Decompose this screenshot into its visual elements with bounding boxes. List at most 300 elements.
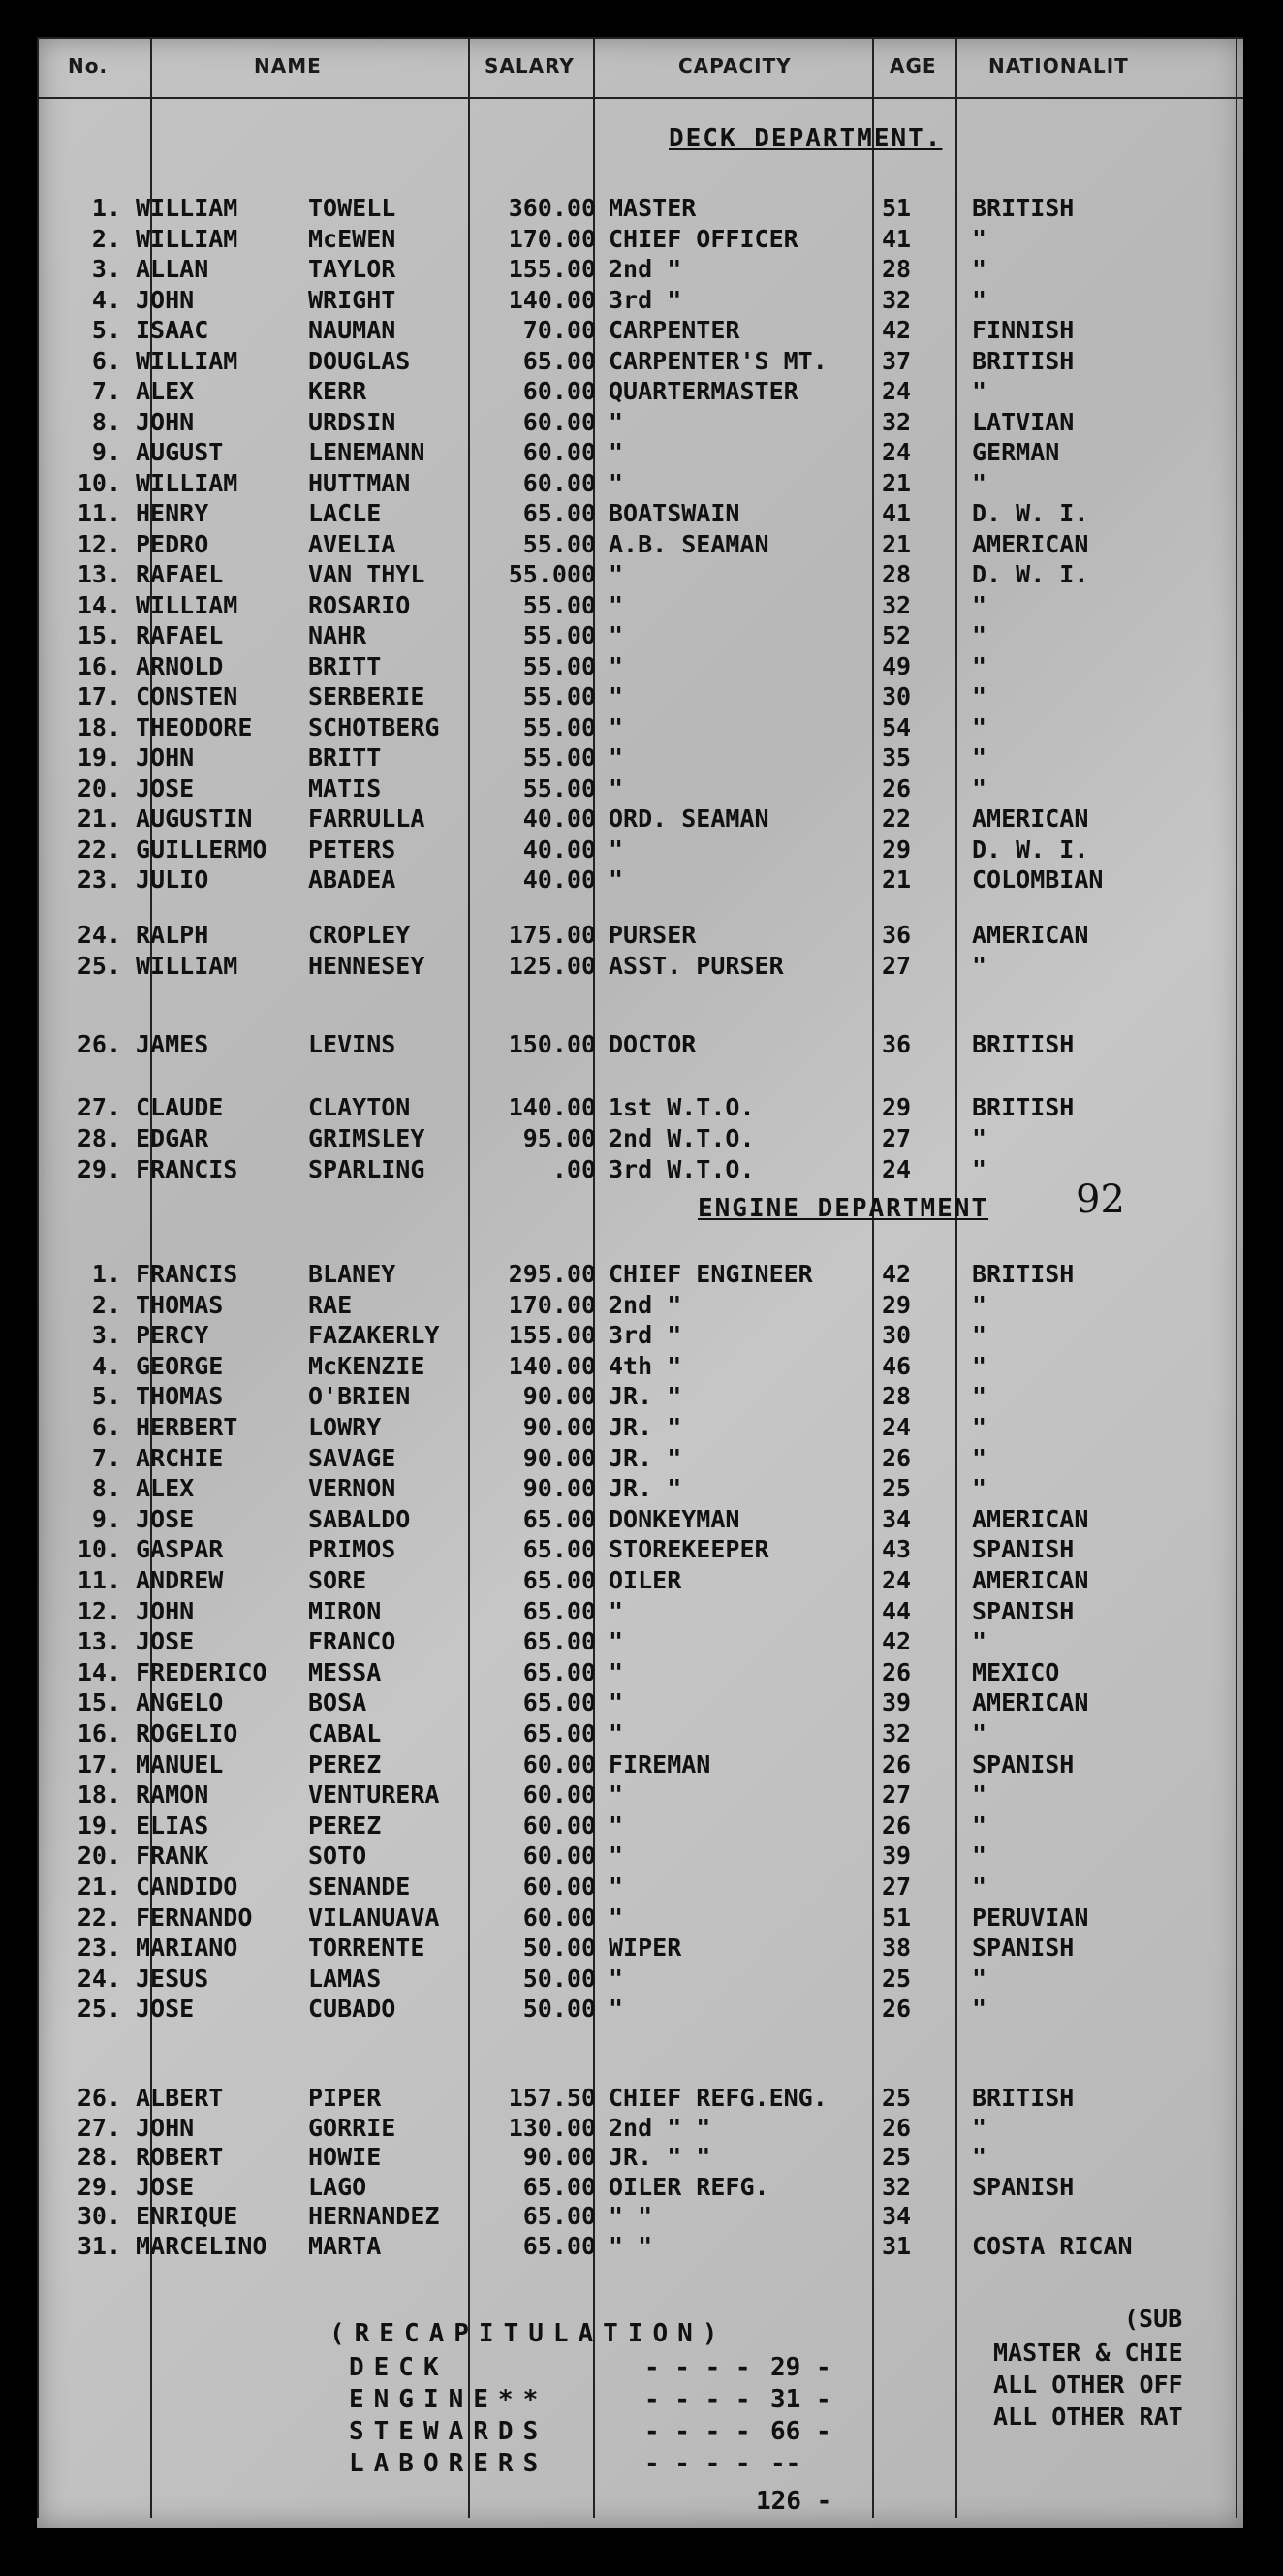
cell-salary: 150.00 — [508, 1030, 596, 1058]
cell-first: ELIAS — [136, 1810, 209, 1839]
recap-label: DECK — [349, 2353, 449, 2382]
cell-capacity: " " — [609, 2231, 653, 2260]
cell-last: FAZAKERLY — [308, 1321, 440, 1350]
cell-age: 26 — [882, 2113, 912, 2142]
cell-num: 22. — [77, 1902, 121, 1932]
cell-age: 32 — [882, 590, 912, 619]
cell-first: ALLAN — [136, 255, 209, 283]
cell-nationality: SPANISH — [972, 1535, 1075, 1564]
recap-leader: - - - - — [644, 2417, 751, 2446]
cell-num: 16. — [77, 651, 121, 680]
cell-num: 24. — [77, 921, 121, 949]
cell-first: ARNOLD — [136, 651, 224, 680]
cell-age: 35 — [882, 743, 912, 771]
recap-leader: - - - - — [644, 2449, 751, 2478]
cell-nationality: " — [972, 1810, 987, 1839]
cell-salary: 60.00 — [522, 1810, 596, 1839]
cell-nationality: " — [972, 2113, 987, 2142]
cell-num: 25. — [77, 952, 121, 980]
top-border — [37, 37, 1243, 39]
cell-salary: 55.00 — [522, 529, 596, 558]
cell-first: GASPAR — [136, 1535, 224, 1564]
cell-capacity: 3rd W.T.O. — [609, 1155, 755, 1183]
cell-capacity: DONKEYMAN — [609, 1504, 740, 1533]
header-name: NAME — [254, 54, 322, 78]
cell-first: THEODORE — [136, 712, 253, 741]
cell-capacity: " — [609, 682, 624, 710]
cell-salary: 175.00 — [508, 921, 596, 949]
cell-age: 26 — [882, 773, 912, 802]
cell-age: 46 — [882, 1351, 912, 1380]
table-row — [0, 921, 1283, 950]
cell-first: JESUS — [136, 1963, 209, 1993]
cell-first: ANGELO — [136, 1688, 224, 1717]
cell-first: JOHN — [136, 2113, 195, 2142]
cell-num: 14. — [77, 590, 121, 619]
table-row — [0, 1566, 1283, 1595]
recap-label: STEWARDS — [349, 2417, 548, 2446]
cell-salary: 65.00 — [522, 1535, 596, 1564]
cell-nationality: AMERICAN — [972, 1566, 1089, 1594]
handwritten-note: 92 — [1076, 1178, 1125, 1222]
cell-first: JOSE — [136, 1627, 195, 1656]
cell-first: PEDRO — [136, 529, 209, 558]
cell-capacity: PURSER — [609, 921, 697, 949]
table-row — [0, 682, 1283, 711]
cell-salary: 55.00 — [522, 773, 596, 802]
cell-last: PETERS — [308, 834, 396, 864]
cell-age: 32 — [882, 1719, 912, 1747]
cell-last: PIPER — [308, 2084, 382, 2112]
cell-capacity: " — [609, 560, 624, 588]
cell-nationality: " — [972, 1321, 987, 1350]
cell-num: 29. — [77, 2172, 121, 2201]
cell-first: ALBERT — [136, 2084, 224, 2112]
recap-value: 66 - — [770, 2417, 831, 2446]
cell-nationality: " — [972, 468, 987, 497]
cell-nationality: " — [972, 255, 987, 283]
cell-last: NAUMAN — [308, 316, 396, 344]
cell-num: 11. — [77, 1566, 121, 1594]
cell-age: 38 — [882, 1933, 912, 1963]
cell-first: JOHN — [136, 285, 195, 314]
table-row — [0, 1841, 1283, 1870]
cell-num: 9. — [91, 1504, 121, 1533]
cell-capacity: CHIEF REFG.ENG. — [609, 2084, 828, 2112]
cell-num: 16. — [77, 1719, 121, 1747]
cell-age: 42 — [882, 1260, 912, 1288]
cell-age: 24 — [882, 1413, 912, 1441]
cell-last: MARTA — [308, 2231, 382, 2260]
cell-num: 23. — [77, 1933, 121, 1963]
table-row — [0, 438, 1283, 467]
cell-first: JOHN — [136, 1596, 195, 1625]
cell-age: 34 — [882, 1504, 912, 1533]
cell-nationality: BRITISH — [972, 2084, 1075, 2112]
cell-capacity: " — [609, 1657, 624, 1686]
cell-last: VERNON — [308, 1474, 396, 1503]
cell-last: SENANDE — [308, 1872, 411, 1901]
table-row — [0, 1719, 1283, 1748]
cell-nationality: " — [972, 1351, 987, 1380]
cell-last: URDSIN — [308, 407, 396, 436]
table-row — [0, 743, 1283, 772]
cell-salary: 60.00 — [522, 1841, 596, 1870]
cell-last: NAHR — [308, 621, 367, 649]
cell-first: ROGELIO — [136, 1719, 238, 1747]
cell-capacity: " — [609, 1995, 624, 2024]
cell-nationality: " — [972, 1443, 987, 1472]
cell-last: CUBADO — [308, 1995, 396, 2024]
cell-capacity: " — [609, 590, 624, 619]
cell-capacity: " — [609, 651, 624, 680]
table-row — [0, 1811, 1283, 1840]
table-row — [0, 774, 1283, 803]
cell-capacity: " — [609, 407, 624, 436]
cell-first: AUGUST — [136, 438, 224, 466]
cell-age: 37 — [882, 346, 912, 375]
cell-nationality: " — [972, 1872, 987, 1901]
header-rule — [37, 97, 1243, 99]
cell-capacity: " — [609, 1963, 624, 1993]
cell-capacity: 1st W.T.O. — [609, 1093, 755, 1121]
cell-last: HENNESEY — [308, 952, 425, 980]
cell-salary: 125.00 — [508, 952, 596, 980]
cell-num: 20. — [77, 1841, 121, 1870]
cell-salary: 40.00 — [522, 865, 596, 894]
cell-first: WILLIAM — [136, 224, 238, 253]
recap-title: (RECAPITULATION) — [329, 2319, 728, 2348]
cell-age: 39 — [882, 1688, 912, 1717]
cell-nationality: " — [972, 224, 987, 253]
cell-capacity: MASTER — [609, 194, 697, 222]
cell-num: 14. — [77, 1657, 121, 1686]
table-row — [0, 316, 1283, 345]
cell-num: 25. — [77, 1995, 121, 2024]
cell-last: PRIMOS — [308, 1535, 396, 1564]
cell-nationality: " — [972, 682, 987, 710]
table-row — [0, 1535, 1283, 1564]
cell-first: PERCY — [136, 1321, 209, 1350]
cell-num: 13. — [77, 1627, 121, 1656]
cell-last: TOWELL — [308, 194, 396, 222]
cell-salary: 60.00 — [522, 377, 596, 405]
cell-salary: 55.00 — [522, 651, 596, 680]
cell-age: 21 — [882, 529, 912, 558]
table-row — [0, 621, 1283, 650]
cell-first: ANDREW — [136, 1566, 224, 1594]
cell-salary: 65.00 — [522, 2231, 596, 2260]
cell-salary: .00 — [551, 1155, 596, 1183]
cell-num: 21. — [77, 1872, 121, 1901]
cell-num: 29. — [77, 1155, 121, 1183]
cell-nationality: " — [972, 285, 987, 314]
cell-salary: 65.00 — [522, 499, 596, 527]
cell-num: 10. — [77, 1535, 121, 1564]
header-nationality: NATIONALIT — [988, 54, 1129, 78]
table-row — [0, 1627, 1283, 1656]
table-row — [0, 1352, 1283, 1381]
cell-nationality: " — [972, 1474, 987, 1503]
cell-first: ALEX — [136, 1474, 195, 1503]
cell-capacity: JR. " — [609, 1474, 682, 1503]
cell-first: JOSE — [136, 2172, 195, 2201]
cell-nationality: AMERICAN — [972, 1688, 1089, 1717]
cell-first: MANUEL — [136, 1749, 224, 1778]
cell-num: 7. — [91, 377, 121, 405]
cell-first: FRANK — [136, 1841, 209, 1870]
cell-salary: 60.00 — [522, 1902, 596, 1932]
cell-first: GUILLERMO — [136, 834, 267, 864]
cell-capacity: " — [609, 1780, 624, 1809]
cell-age: 30 — [882, 682, 912, 710]
cell-capacity: JR. " " — [609, 2143, 711, 2171]
table-row — [0, 1030, 1283, 1059]
cell-capacity: 3rd " — [609, 1321, 682, 1350]
table-row — [0, 804, 1283, 833]
cell-nationality: " — [972, 2143, 987, 2171]
cell-first: JOSE — [136, 773, 195, 802]
cell-age: 27 — [882, 1780, 912, 1809]
cell-first: MARIANO — [136, 1933, 238, 1963]
cell-age: 21 — [882, 468, 912, 497]
cell-nationality: AMERICAN — [972, 921, 1089, 949]
cell-nationality: " — [972, 1627, 987, 1656]
cell-capacity: 2nd " " — [609, 2113, 711, 2142]
cell-capacity: " " — [609, 2202, 653, 2230]
cell-salary: 65.00 — [522, 1504, 596, 1533]
cell-capacity: " — [609, 1719, 624, 1747]
cell-num: 12. — [77, 529, 121, 558]
cell-nationality: D. W. I. — [972, 834, 1089, 864]
cell-salary: 360.00 — [508, 194, 596, 222]
cell-nationality: GERMAN — [972, 438, 1060, 466]
recap-leader: - - - - — [644, 2353, 751, 2382]
cell-age: 25 — [882, 1474, 912, 1503]
cell-num: 27. — [77, 1093, 121, 1121]
cell-capacity: JR. " — [609, 1443, 682, 1472]
cell-first: RALPH — [136, 921, 209, 949]
cell-nationality: " — [972, 1382, 987, 1411]
table-row — [0, 1413, 1283, 1442]
cell-capacity: QUARTERMASTER — [609, 377, 798, 405]
cell-capacity: WIPER — [609, 1933, 682, 1963]
cell-last: MESSA — [308, 1657, 382, 1686]
cell-nationality: " — [972, 1995, 987, 2024]
cell-salary: 60.00 — [522, 1749, 596, 1778]
table-row — [0, 1124, 1283, 1153]
table-row — [0, 2084, 1283, 2113]
cell-num: 26. — [77, 1030, 121, 1058]
cell-age: 25 — [882, 1963, 912, 1993]
cell-num: 5. — [91, 316, 121, 344]
cell-capacity: " — [609, 1627, 624, 1656]
cell-age: 26 — [882, 1810, 912, 1839]
cell-salary: 70.00 — [522, 316, 596, 344]
cell-age: 22 — [882, 804, 912, 832]
cell-age: 32 — [882, 407, 912, 436]
cell-last: LEVINS — [308, 1030, 396, 1058]
cell-capacity: " — [609, 438, 624, 466]
subtotal-title: (SUB — [1124, 2305, 1183, 2333]
cell-first: JOSE — [136, 1504, 195, 1533]
cell-salary: 55.00 — [522, 712, 596, 741]
cell-last: McEWEN — [308, 224, 396, 253]
cell-first: ARCHIE — [136, 1443, 224, 1472]
cell-age: 42 — [882, 1627, 912, 1656]
cell-first: WILLIAM — [136, 194, 238, 222]
cell-last: PEREZ — [308, 1749, 382, 1778]
cell-capacity: 2nd W.T.O. — [609, 1124, 755, 1152]
table-row — [0, 1291, 1283, 1320]
cell-first: WILLIAM — [136, 952, 238, 980]
cell-first: RAMON — [136, 1780, 209, 1809]
cell-salary: 55.00 — [522, 743, 596, 771]
cell-salary: 65.00 — [522, 1657, 596, 1686]
cell-salary: 60.00 — [522, 1872, 596, 1901]
cell-nationality: " — [972, 377, 987, 405]
cell-salary: 65.00 — [522, 1566, 596, 1594]
cell-nationality: AMERICAN — [972, 1504, 1089, 1533]
cell-nationality: D. W. I. — [972, 560, 1089, 588]
cell-last: MIRON — [308, 1596, 382, 1625]
cell-age: 27 — [882, 952, 912, 980]
cell-age: 26 — [882, 1443, 912, 1472]
cell-age: 49 — [882, 651, 912, 680]
cell-age: 24 — [882, 438, 912, 466]
cell-salary: 60.00 — [522, 1780, 596, 1809]
cell-num: 15. — [77, 621, 121, 649]
cell-last: CABAL — [308, 1719, 382, 1747]
cell-capacity: JR. " — [609, 1382, 682, 1411]
cell-age: 52 — [882, 621, 912, 649]
cell-capacity: 2nd " — [609, 1290, 682, 1319]
cell-nationality: " — [972, 651, 987, 680]
cell-capacity: 3rd " — [609, 285, 682, 314]
cell-last: ROSARIO — [308, 590, 411, 619]
cell-nationality: " — [972, 952, 987, 980]
cell-nationality: AMERICAN — [972, 529, 1089, 558]
cell-salary: 55.000 — [508, 560, 596, 588]
cell-last: LAMAS — [308, 1963, 382, 1993]
cell-age: 25 — [882, 2084, 912, 2112]
cell-last: DOUGLAS — [308, 346, 411, 375]
cell-last: FRANCO — [308, 1627, 396, 1656]
table-row — [0, 2232, 1283, 2261]
cell-capacity: " — [609, 1841, 624, 1870]
table-row — [0, 652, 1283, 681]
cell-num: 17. — [77, 682, 121, 710]
cell-num: 11. — [77, 499, 121, 527]
cell-capacity: CHIEF ENGINEER — [609, 1260, 813, 1288]
cell-capacity: " — [609, 773, 624, 802]
cell-first: MARCELINO — [136, 2231, 267, 2260]
table-row — [0, 835, 1283, 864]
cell-nationality: " — [972, 712, 987, 741]
table-row — [0, 1995, 1283, 2024]
table-row — [0, 1474, 1283, 1503]
cell-num: 1. — [91, 194, 121, 222]
cell-num: 22. — [77, 834, 121, 864]
table-row — [0, 591, 1283, 620]
cell-nationality: LATVIAN — [972, 407, 1075, 436]
cell-num: 7. — [91, 1443, 121, 1472]
header-age: AGE — [890, 54, 937, 78]
cell-nationality: " — [972, 590, 987, 619]
cell-salary: 60.00 — [522, 407, 596, 436]
cell-salary: 50.00 — [522, 1933, 596, 1963]
cell-salary: 90.00 — [522, 2143, 596, 2171]
cell-salary: 65.00 — [522, 1688, 596, 1717]
cell-last: BRITT — [308, 651, 382, 680]
table-row — [0, 560, 1283, 589]
cell-salary: 157.50 — [508, 2084, 596, 2112]
cell-salary: 65.00 — [522, 1627, 596, 1656]
cell-first: THOMAS — [136, 1382, 224, 1411]
table-row — [0, 952, 1283, 981]
cell-capacity: OILER — [609, 1566, 682, 1594]
cell-first: ALEX — [136, 377, 195, 405]
cell-salary: 90.00 — [522, 1382, 596, 1411]
cell-last: VILANUAVA — [308, 1902, 440, 1932]
cell-salary: 65.00 — [522, 1596, 596, 1625]
cell-last: BLANEY — [308, 1260, 396, 1288]
recap-total: 126 - — [756, 2487, 832, 2516]
table-row — [0, 225, 1283, 254]
cell-capacity: ORD. SEAMAN — [609, 804, 769, 832]
cell-num: 6. — [91, 346, 121, 375]
table-row — [0, 1964, 1283, 1994]
cell-num: 26. — [77, 2084, 121, 2112]
cell-nationality: FINNISH — [972, 316, 1075, 344]
cell-capacity: CARPENTER'S MT. — [609, 346, 828, 375]
cell-age: 32 — [882, 2172, 912, 2201]
table-row — [0, 1688, 1283, 1717]
table-row — [0, 865, 1283, 895]
cell-nationality: SPANISH — [972, 2172, 1075, 2201]
cell-salary: 140.00 — [508, 1093, 596, 1121]
cell-first: THOMAS — [136, 1290, 224, 1319]
cell-first: WILLIAM — [136, 590, 238, 619]
cell-salary: 40.00 — [522, 804, 596, 832]
cell-first: CANDIDO — [136, 1872, 238, 1901]
cell-first: CONSTEN — [136, 682, 238, 710]
cell-salary: 65.00 — [522, 346, 596, 375]
table-row — [0, 1658, 1283, 1687]
cell-age: 32 — [882, 285, 912, 314]
cell-num: 8. — [91, 1474, 121, 1503]
cell-num: 23. — [77, 865, 121, 894]
cell-num: 6. — [91, 1413, 121, 1441]
cell-nationality: " — [972, 1841, 987, 1870]
table-row — [0, 194, 1283, 223]
table-row — [0, 1382, 1283, 1411]
cell-nationality: BRITISH — [972, 1030, 1075, 1058]
cell-last: FARRULLA — [308, 804, 425, 832]
cell-age: 29 — [882, 1093, 912, 1121]
cell-capacity: STOREKEEPER — [609, 1535, 769, 1564]
cell-nationality: " — [972, 1413, 987, 1441]
cell-capacity: " — [609, 1872, 624, 1901]
cell-salary: 155.00 — [508, 1321, 596, 1350]
cell-nationality: D. W. I. — [972, 499, 1089, 527]
cell-nationality: " — [972, 773, 987, 802]
cell-first: ROBERT — [136, 2143, 224, 2171]
cell-last: AVELIA — [308, 529, 396, 558]
cell-last: TAYLOR — [308, 255, 396, 283]
table-row — [0, 2114, 1283, 2143]
cell-nationality: COLOMBIAN — [972, 865, 1104, 894]
